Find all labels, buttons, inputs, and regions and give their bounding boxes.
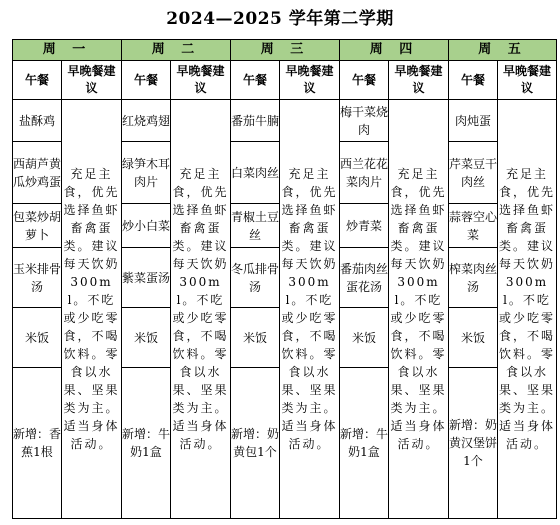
lunch-extra-item: 新增：奶黄汉堡饼1个 <box>449 368 498 519</box>
meal-advice: 充足主食，优先选择鱼虾畜禽蛋类。建议每天饮奶300ml。不吃或少吃零食，不喝饮料。零食以水果、坚果类为主。适当身体活动。 <box>62 100 122 519</box>
lunch-item: 榨菜肉丝汤 <box>449 248 498 308</box>
lunch-header: 午餐 <box>122 61 171 100</box>
lunch-item: 炒青菜 <box>340 204 389 248</box>
advice-header: 早晚餐建议 <box>389 61 449 100</box>
lunch-item: 包菜炒胡萝卜 <box>13 204 62 248</box>
day-header-thu: 周 四 <box>340 40 449 61</box>
lunch-header: 午餐 <box>449 61 498 100</box>
lunch-item: 蒜蓉空心菜 <box>449 204 498 248</box>
lunch-item: 米饭 <box>13 308 62 368</box>
lunch-item: 肉炖蛋 <box>449 100 498 142</box>
lunch-item: 米饭 <box>340 308 389 368</box>
lunch-item: 青椒土豆丝 <box>231 204 280 248</box>
menu-row <box>13 100 557 142</box>
advice-header: 早晚餐建议 <box>498 61 557 100</box>
day-header-mon: 周 一 <box>13 40 122 61</box>
advice-header: 早晚餐建议 <box>171 61 231 100</box>
lunch-extra-item: 新增：奶黄包1个 <box>231 368 280 519</box>
lunch-item: 芹菜豆干肉丝 <box>449 142 498 204</box>
lunch-header: 午餐 <box>231 61 280 100</box>
lunch-item: 西葫芦黄瓜炒鸡蛋 <box>13 142 62 204</box>
lunch-extra-item: 新增：牛奶1盒 <box>122 368 171 519</box>
advice-header: 早晚餐建议 <box>62 61 122 100</box>
meal-advice: 充足主食，优先选择鱼虾畜禽蛋类。建议每天饮奶300ml。不吃或少吃零食，不喝饮料。零食以水果、坚果类为主。适当身体活动。 <box>498 100 557 519</box>
lunch-extra-item: 新增：香蕉1根 <box>13 368 62 519</box>
lunch-item: 冬瓜排骨汤 <box>231 248 280 308</box>
meal-advice: 充足主食，优先选择鱼虾畜禽蛋类。建议每天饮奶300ml。不吃或少吃零食，不喝饮料。零食以水果、坚果类为主。适当身体活动。 <box>171 100 231 519</box>
column-header-row <box>13 61 557 100</box>
lunch-item: 米饭 <box>122 308 171 368</box>
lunch-item: 紫菜蛋汤 <box>122 248 171 308</box>
lunch-item: 盐酥鸡 <box>13 100 62 142</box>
lunch-item: 玉米排骨汤 <box>13 248 62 308</box>
lunch-item: 梅干菜烧肉 <box>340 100 389 142</box>
lunch-item: 番茄肉丝蛋花汤 <box>340 248 389 308</box>
lunch-item: 绿笋木耳肉片 <box>122 142 171 204</box>
lunch-header: 午餐 <box>340 61 389 100</box>
page-title: 2024—2025 学年第二学期 <box>166 9 394 29</box>
lunch-item: 炒小白菜 <box>122 204 171 248</box>
meal-advice: 充足主食，优先选择鱼虾畜禽蛋类。建议每天饮奶300ml。不吃或少吃零食，不喝饮料。零食以水果、坚果类为主。适当身体活动。 <box>389 100 449 519</box>
weekly-menu-table <box>12 39 557 519</box>
lunch-item: 米饭 <box>449 308 498 368</box>
day-header-row <box>13 40 557 61</box>
day-header-tue: 周 二 <box>122 40 231 61</box>
lunch-item: 白菜肉丝 <box>231 142 280 204</box>
lunch-extra-item: 新增：牛奶1盒 <box>340 368 389 519</box>
day-header-wed: 周 三 <box>231 40 340 61</box>
lunch-item: 米饭 <box>231 308 280 368</box>
lunch-item: 西兰花花菜肉片 <box>340 142 389 204</box>
lunch-item: 番茄牛腩 <box>231 100 280 142</box>
advice-header: 早晚餐建议 <box>280 61 340 100</box>
lunch-header: 午餐 <box>13 61 62 100</box>
lunch-item: 红烧鸡翅 <box>122 100 171 142</box>
meal-advice: 充足主食，优先选择鱼虾畜禽蛋类。建议每天饮奶300ml。不吃或少吃零食，不喝饮料。零食以水果、坚果类为主。适当身体活动。 <box>280 100 340 519</box>
day-header-fri: 周 五 <box>449 40 557 61</box>
